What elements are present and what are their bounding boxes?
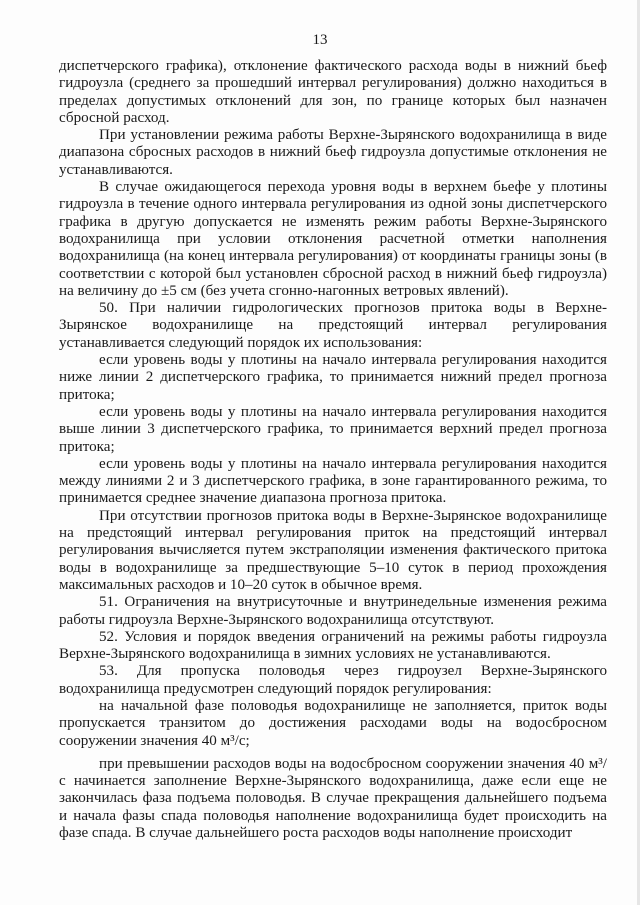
document-body [59,58,607,842]
paragraph-no-forecast: При отсутствии прогнозов притока воды в Верхне-Зырянское водохранилище на предстоящий интервал регулирования приток на предстоящий интервал регулирования вычисляется путем экстраполяции изменения фактического притока воды в водохранилище за предшествующие 5–10 суток в период прохождения максимальных расходов и 10–20 суток в обычное время. [59,507,607,593]
paragraph-release-range: При установлении режима работы Верхне-Зырянского водохранилища в виде диапазона сбросных расходов в нижний бьеф гидроузла допустимые отклонения не устанавливаются. [59,127,607,178]
paragraph-continuation: диспетчерского графика), отклонение фактического расхода воды в нижний бьеф гидроузла (среднего за прошедший интервал регулирования) должно находиться в пределах допустимых отклонений для зон, по границе которых был назначен сбросной расход. [59,58,607,126]
paragraph-item-51: 51. Ограничения на внутрисуточные и внутринедельные изменения режима работы гидроузла Верхне-Зырянского водохранилища отсутствуют. [59,594,607,628]
paragraph-initial-phase: на начальной фазе половодья водохранилище не заполняется, приток воды пропускается транзитом до достижения расходами воды на водосбросном сооружении значения 40 м³/с; [59,697,607,749]
paragraph-between-lines: если уровень воды у плотины на начало интервала регулирования находится между линиями 2 и 3 диспетчерского графика, в зоне гарантированного режима, то принимается среднее значение диапазона прогноза притока. [59,455,607,507]
paragraph-below-line-2: если уровень воды у плотины на начало интервала регулирования находится ниже линии 2 диспетчерского графика, то принимается нижний предел прогноза притока; [59,352,607,403]
paragraph-item-52: 52. Условия и порядок введения ограничений на режимы работы гидроузла Верхне-Зырянского водохранилища в зимних условиях не устанавливаются. [59,628,607,663]
page-number: 13 [312,32,328,48]
paragraph-zone-transition: В случае ожидающегося перехода уровня воды в верхнем бьефе у плотины гидроузла в течение одного интервала регулирования из одной зоны диспетчерского графика в другую допускается не изменять режим работы Верхне-Зырянского водохранилища при условии отклонения расчетной отметки наполнения водохранилища (на конец интервала регулирования) от координаты границы зоны (в соответствии с которой был установлен сбросной расход в нижний бьеф гидроузла) на величину до ±5 см (без учета сгонно-нагонных ветровых явлений). [59,179,607,299]
paragraph-item-53: 53. Для пропуска половодья через гидроузел Верхне-Зырянского водохранилища предусмотрен следующий порядок регулирования: [59,663,607,697]
paragraph-exceeding-flow: при превышении расходов воды на водосбросном сооружении значения 40 м³/с начинается заполнение Верхне-Зырянского водохранилища, даже если еще не закончилась фаза подъема половодья. В случае прекращения дальнейшего подъема и начала фазы спада половодья наполнение водохранилища будет происходить на фазе спада. В случае дальнейшего роста расходов воды наполнение происходит [59,755,607,842]
paragraph-item-50: 50. При наличии гидрологических прогнозов притока воды в Верхне-Зырянское водохранилище на предстоящий интервал регулирования устанавливается следующий порядок их использования: [59,300,607,351]
paragraph-above-line-3: если уровень воды у плотины на начало интервала регулирования находится выше линии 3 диспетчерского графика, то принимается верхний предел прогноза притока; [59,403,607,455]
